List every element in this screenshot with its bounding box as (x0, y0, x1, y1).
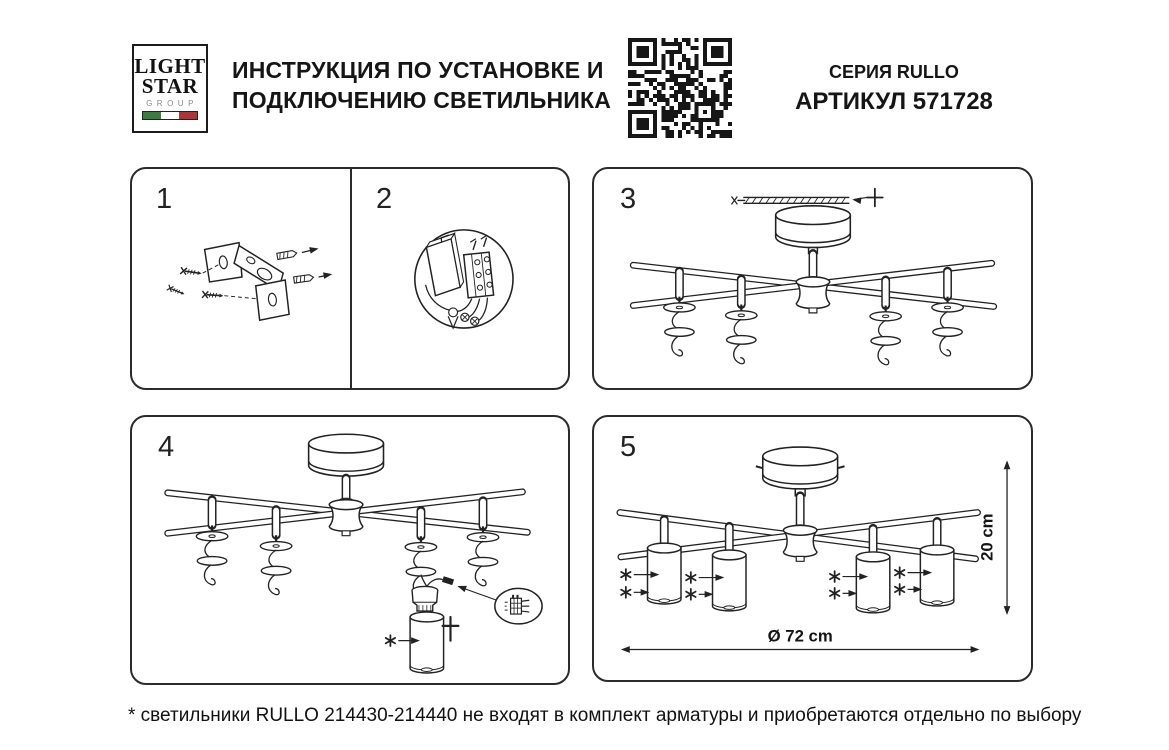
steps-1-2-art (132, 169, 568, 388)
diameter-label: Ø 72 cm (767, 626, 833, 646)
lamp-socket-drawing (410, 575, 443, 673)
assembled-fixture-art (594, 417, 1031, 680)
panel-number: 3 (620, 183, 637, 215)
italian-flag-icon (142, 111, 198, 120)
wiring-detail-drawing (415, 230, 513, 328)
panel-step-5 (592, 415, 1033, 682)
logo-group: GROUP (146, 99, 198, 109)
screw-symbol (443, 617, 459, 641)
diameter-dimension (621, 627, 980, 653)
mounting-bracket-drawing (167, 243, 333, 321)
page-title (232, 55, 611, 115)
panel-number: 1 (156, 183, 173, 215)
lightstar-logo (132, 44, 208, 133)
title-line-1: ИНСТРУКЦИЯ ПО УСТАНОВКЕ И (232, 57, 604, 83)
frame-assembly-art (594, 169, 1031, 388)
panel-step-4 (130, 415, 570, 685)
panel-number: 5 (620, 431, 637, 463)
article-label: АРТИКУЛ 571728 (795, 88, 993, 115)
logo-star: STAR (141, 73, 199, 98)
height-dimension (977, 460, 1010, 615)
footnote: * светильники RULLO 214430-214440 не входят в комплект арматуры и приобретаются отдельно по выбору (128, 705, 1082, 726)
qr-code (628, 38, 732, 138)
title-line-2: ПОДКЛЮЧЕНИЮ СВЕТИЛЬНИКА (232, 87, 612, 113)
panel-number: 2 (376, 183, 393, 215)
height-label: 20 cm (977, 513, 997, 561)
panel-step-3 (592, 167, 1033, 390)
shade-installation-art (132, 417, 568, 683)
product-info (788, 62, 1000, 116)
series-label: СЕРИЯ RULLO (829, 62, 959, 82)
mounting-bar-drawing (731, 189, 882, 207)
panel-step-1-2 (130, 167, 570, 390)
panel-number: 4 (158, 431, 175, 463)
logo-light: LIGHT (134, 53, 206, 78)
